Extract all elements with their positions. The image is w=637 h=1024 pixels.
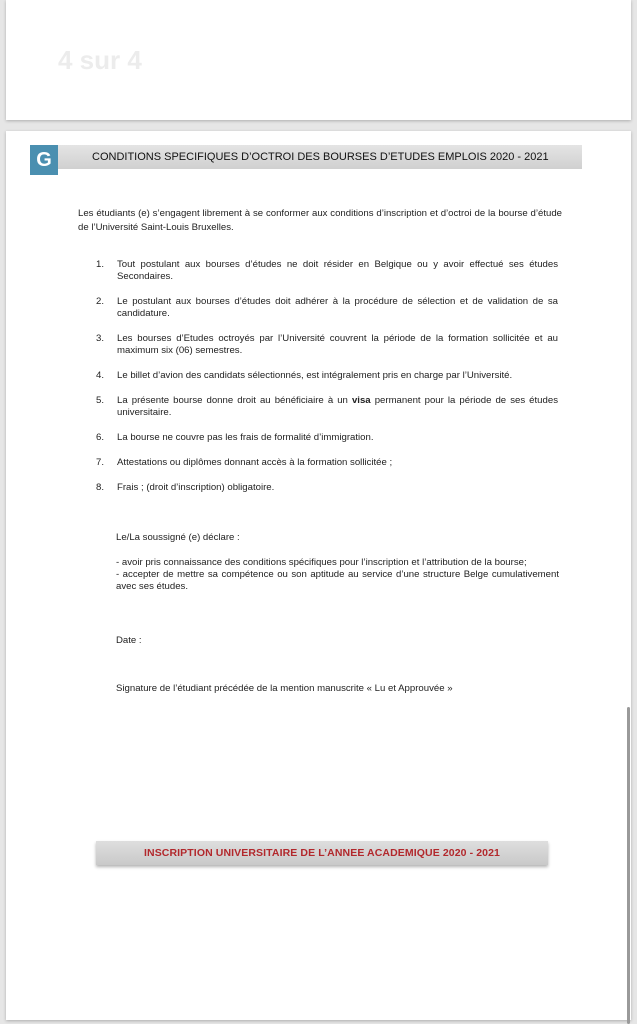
visa-keyword: visa [351, 395, 371, 406]
condition-text: Le postulant aux bourses d’études doit adhérer à la procédure de sélection et de validation de sa candidature. [117, 296, 558, 319]
intro-paragraph: Les étudiants (e) s’engagent librement à se conformer aux conditions d’inscription et d’octroi de la bourse d’étude de l’Université Saint-Louis Bruxelles. [78, 208, 562, 233]
condition-item [96, 333, 558, 357]
date-label: Date : [116, 635, 142, 646]
condition-item [96, 296, 558, 320]
condition-text: Tout postulant aux bourses d’études ne doit résider en Belgique ou y avoir effectué ses études Secondaires. [117, 259, 558, 282]
condition-number: 1. [96, 259, 105, 270]
footer-banner-text: INSCRIPTION UNIVERSITAIRE DE L’ANNEE ACADEMIQUE 2020 - 2021 [144, 847, 500, 859]
condition-item [96, 259, 558, 283]
declaration-intro: Le/La soussigné (e) déclare : [116, 532, 240, 543]
condition-text: Frais ; (droit d’inscription) obligatoire. [117, 482, 275, 493]
section-letter-badge: G [30, 145, 58, 175]
condition-number: 6. [96, 432, 105, 443]
condition-number: 4. [96, 370, 105, 381]
condition-number: 2. [96, 296, 105, 307]
condition-number: 5. [96, 395, 105, 406]
condition-item [96, 457, 558, 469]
condition-item [96, 395, 558, 419]
footer-banner [96, 841, 548, 865]
condition-number: 8. [96, 482, 105, 493]
condition-text-part: permanent pour la période de ses études universitaire. [117, 395, 558, 418]
condition-text [117, 395, 558, 419]
condition-text: Le billet d’avion des candidats sélectionnés, est intégralement pris en charge par l’Université. [117, 370, 513, 381]
conditions-list [96, 259, 558, 507]
condition-number: 3. [96, 333, 105, 344]
condition-text: La bourse ne couvre pas les frais de formalité d’immigration. [117, 432, 374, 443]
condition-text-part: La présente bourse donne droit au bénéficiaire à un [117, 395, 352, 406]
section-header [30, 145, 582, 169]
condition-text: Les bourses d’Etudes octroyés par l’Université couvrent la période de la formation sollicitée et au maximum six (06) semestres. [117, 333, 558, 356]
document-page [6, 131, 631, 1020]
page-indicator: 4 sur 4 [58, 45, 142, 75]
condition-item [96, 482, 558, 494]
signature-label: Signature de l’étudiant précédée de la mention manuscrite « Lu et Approuvée » [116, 683, 453, 694]
section-title: CONDITIONS SPECIFIQUES D’OCTROI DES BOURSES D’ETUDES EMPLOIS 2020 - 2021 [92, 151, 549, 163]
condition-number: 7. [96, 457, 105, 468]
condition-text: Attestations ou diplômes donnant accès à la formation sollicitée ; [117, 457, 393, 468]
declaration-line: - avoir pris connaissance des conditions spécifiques pour l’inscription et l’attribution de la bourse; [116, 557, 527, 568]
scrollbar-thumb[interactable] [627, 707, 630, 1024]
condition-item [96, 370, 558, 382]
declaration-line: - accepter de mettre sa compétence ou son aptitude au service d’une structure Belge cumulativement avec ses études. [116, 569, 559, 592]
condition-item [96, 432, 558, 444]
previous-page [6, 0, 631, 120]
declaration-block [116, 532, 559, 593]
